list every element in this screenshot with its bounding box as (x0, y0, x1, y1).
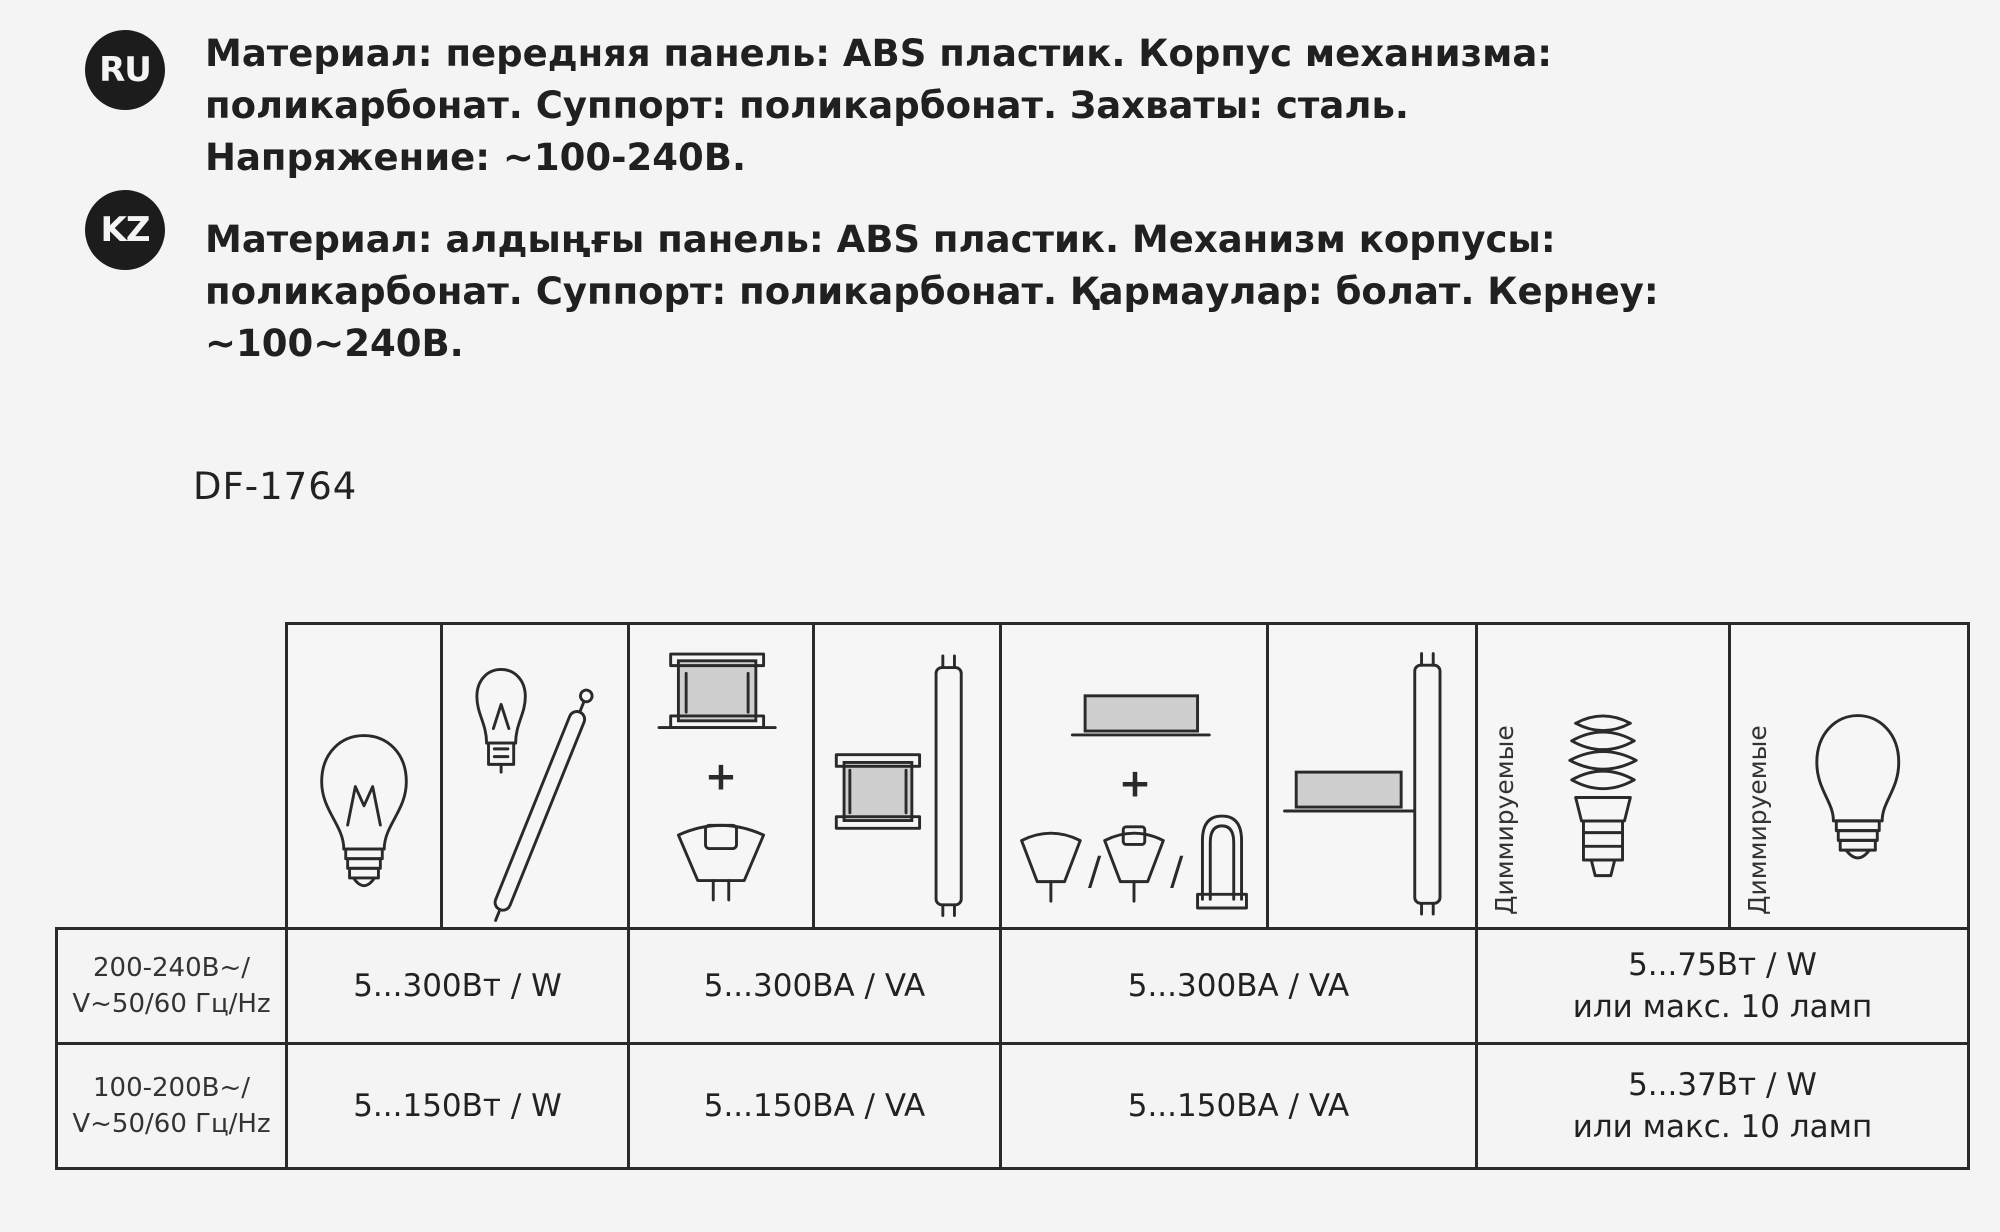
row1-voltage (55, 927, 288, 1045)
row2-dimmable-line1: 5...37Вт / W (1628, 1067, 1817, 1103)
row1-voltage-line1: 200-240В~/ (92, 953, 250, 983)
row1-transformer: 5...300ВА / VA (627, 927, 1002, 1045)
ru-badge: RU (85, 30, 165, 110)
kz-line-1: Материал: алдыңғы панель: ABS пластик. Механизм корпусы: (205, 218, 1556, 261)
svg-text:/: / (1088, 849, 1102, 895)
header-halogen-lamps (440, 622, 630, 930)
incandescent-bulb-icon (288, 625, 440, 927)
row1-voltage-line2: V~50/60 Гц/Hz (72, 989, 271, 1019)
ballast-with-lamps-icon (1002, 625, 1266, 927)
row2-transformer: 5...150ВА / VA (627, 1042, 1002, 1170)
kz-badge: KZ (85, 190, 165, 270)
plus-sign-2: + (1118, 761, 1152, 807)
row1-dimmable-line1: 5...75Вт / W (1628, 947, 1817, 983)
ru-line-2: поликарбонат. Суппорт: поликарбонат. Захваты: сталь. (205, 84, 1409, 127)
header-ballast-tube (1266, 622, 1478, 930)
row2-voltage-line1: 100-200В~/ (92, 1073, 250, 1103)
header-electronic-transformer (627, 622, 815, 930)
row2-ballast: 5...150ВА / VA (999, 1042, 1478, 1170)
ru-line-1: Материал: передняя панель: ABS пластик. Корпус механизма: (205, 32, 1553, 75)
header-incandescent-bulb (285, 622, 443, 930)
row2-voltage-line2: V~50/60 Гц/Hz (72, 1109, 271, 1139)
dimmable-label-1: Диммируемые (1490, 725, 1519, 915)
header-ferromagnetic-transformer (812, 622, 1002, 930)
row2-dimmable-line2: или макс. 10 ламп (1572, 1109, 1873, 1145)
ru-text (205, 28, 1885, 184)
kz-line-2: поликарбонат. Суппорт: поликарбонат. Қармаулар: болат. Кернеу: (205, 270, 1659, 313)
ru-line-3: Напряжение: ~100-240В. (205, 136, 746, 179)
kz-line-3: ~100~240В. (205, 322, 464, 365)
row1-incandescent: 5...300Вт / W (285, 927, 630, 1045)
kz-text (205, 214, 1885, 370)
svg-text:/: / (1170, 849, 1184, 895)
model-number: DF-1764 (193, 465, 358, 508)
transformer-with-halogen-icon (630, 625, 812, 927)
header-dimmable-led (1728, 622, 1970, 930)
plus-sign-1: + (704, 754, 738, 800)
header-dimmable-cfl (1475, 622, 1731, 930)
ballast-with-tube-icon (1269, 625, 1475, 927)
row1-dimmable-line2: или макс. 10 ламп (1572, 989, 1873, 1025)
row2-dimmable (1475, 1042, 1970, 1170)
header-electronic-ballast (999, 622, 1269, 930)
row2-voltage (55, 1042, 288, 1170)
row2-incandescent: 5...150Вт / W (285, 1042, 630, 1170)
transformer-with-tube-icon (815, 625, 999, 927)
row1-dimmable (1475, 927, 1970, 1045)
dimmable-label-2: Диммируемые (1743, 725, 1772, 915)
halogen-lamp-icon (443, 625, 627, 927)
row1-ballast: 5...300ВА / VA (999, 927, 1478, 1045)
